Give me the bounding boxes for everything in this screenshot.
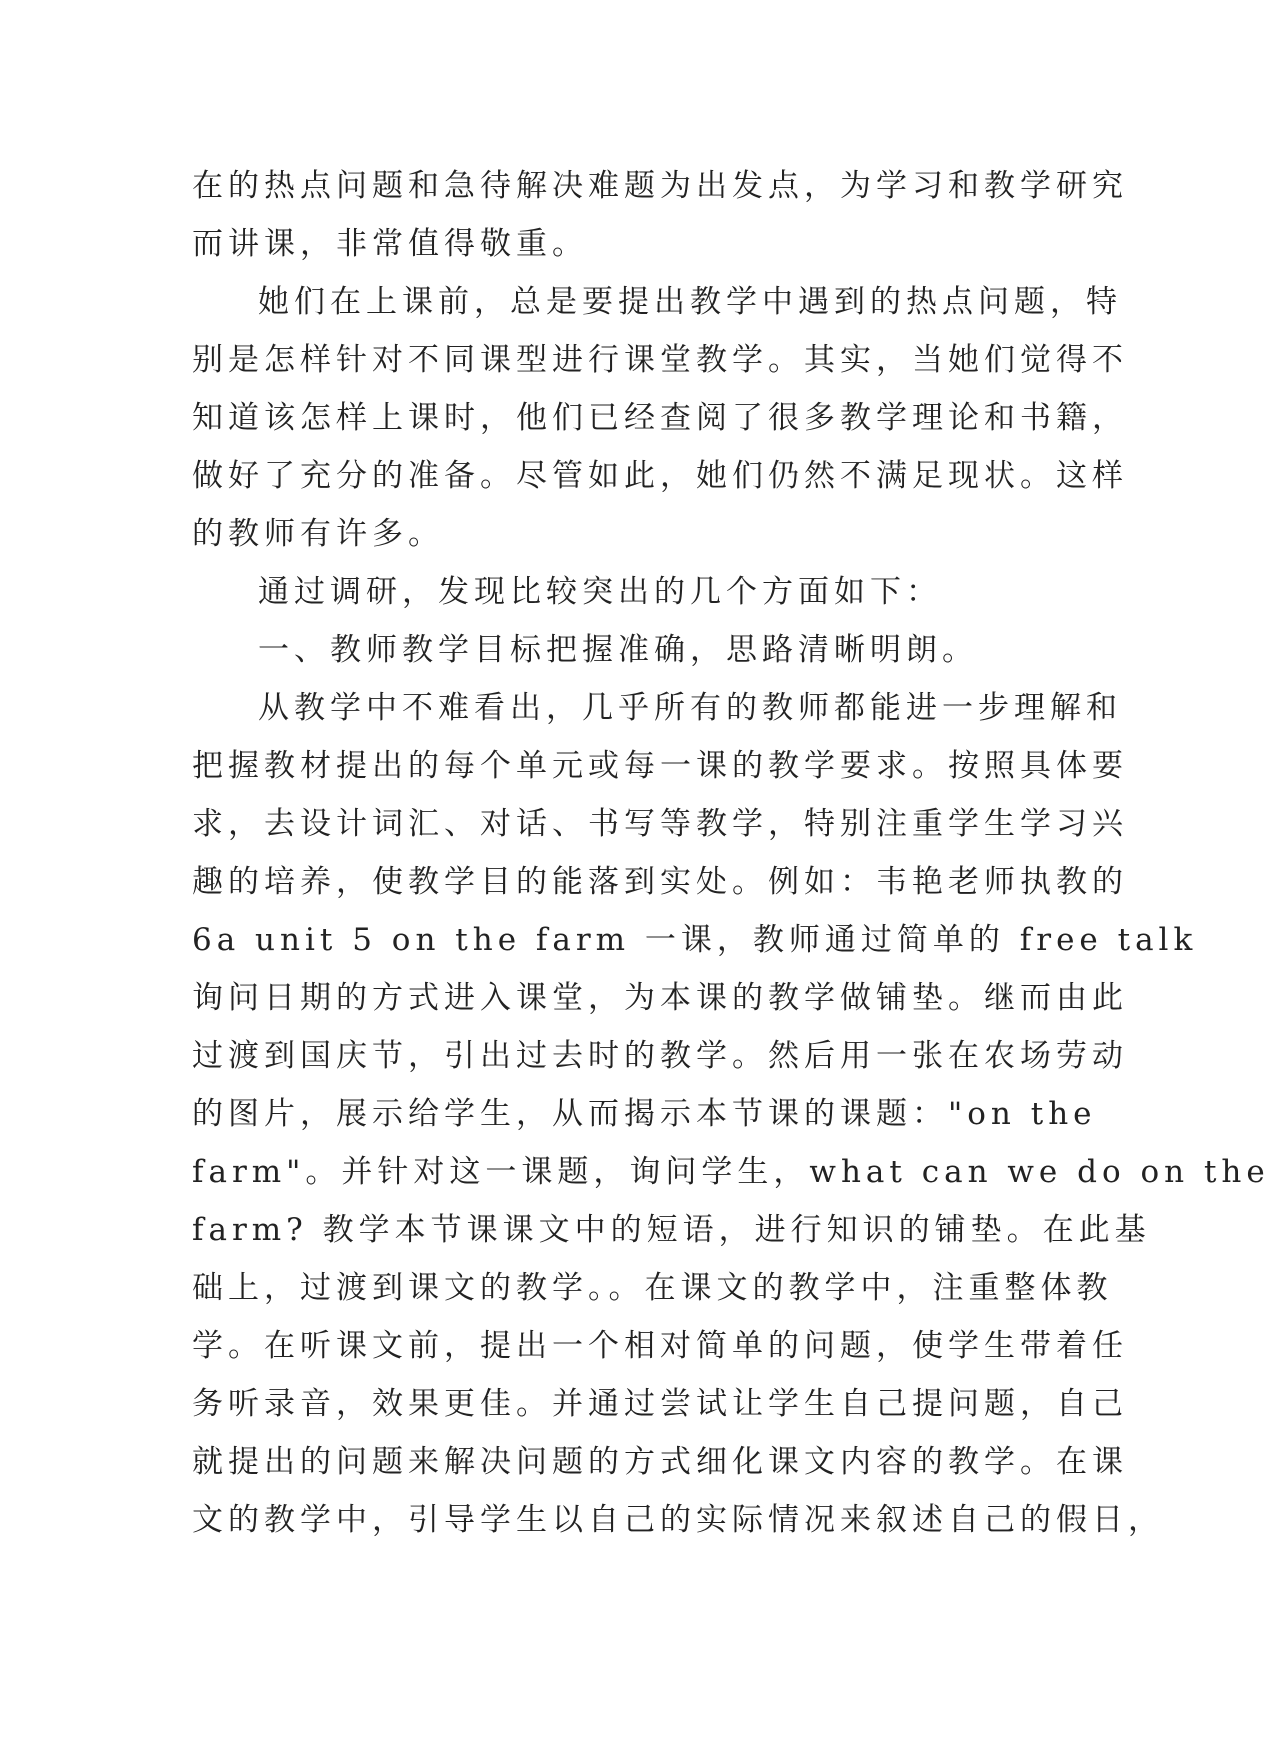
text-line: 她们在上课前，总是要提出教学中遇到的热点问题，特 (258, 284, 1122, 320)
text-line: 过渡到国庆节，引出过去时的教学。然后用一张在农场劳动 (192, 1038, 1128, 1074)
text-line: 在的热点问题和急待解决难题为出发点，为学习和教学研究 (192, 168, 1128, 204)
text-line: 文的教学中，引导学生以自己的实际情况来叙述自己的假日， (192, 1502, 1164, 1538)
text-line: 通过调研，发现比较突出的几个方面如下： (258, 574, 942, 610)
text-line: 做好了充分的准备。尽管如此，她们仍然不满足现状。这样 (192, 458, 1128, 494)
text-line: 础上，过渡到课文的教学。。在课文的教学中，注重整体教 (192, 1270, 1113, 1306)
text-line: 学。在听课文前，提出一个相对简单的问题，使学生带着任 (192, 1328, 1128, 1364)
text-line: 询问日期的方式进入课堂，为本课的教学做铺垫。继而由此 (192, 980, 1128, 1016)
text-line: 求，去设计词汇、对话、书写等教学，特别注重学生学习兴 (192, 806, 1128, 842)
text-line: 就提出的问题来解决问题的方式细化课文内容的教学。在课 (192, 1444, 1128, 1480)
text-line: 的图片，展示给学生，从而揭示本节课的课题："on the (192, 1096, 1097, 1132)
text-line: 的教师有许多。 (192, 516, 444, 552)
text-line: 知道该怎样上课时，他们已经查阅了很多教学理论和书籍， (192, 400, 1128, 436)
text-line: 从教学中不难看出，几乎所有的教师都能进一步理解和 (258, 690, 1122, 726)
text-line: 6a unit 5 on the farm 一课，教师通过简单的 free talk (192, 922, 1198, 958)
text-line: 而讲课，非常值得敬重。 (192, 226, 588, 262)
text-line: 把握教材提出的每个单元或每一课的教学要求。按照具体要 (192, 748, 1128, 784)
text-line: 一、教师教学目标把握准确，思路清晰明朗。 (258, 632, 978, 668)
text-line: farm? 教学本节课课文中的短语，进行知识的铺垫。在此基 (192, 1212, 1151, 1248)
text-line: farm"。并针对这一课题，询问学生，what can we do on the (192, 1154, 1270, 1190)
text-line: 别是怎样针对不同课型进行课堂教学。其实，当她们觉得不 (192, 342, 1128, 378)
text-line: 务听录音，效果更佳。并通过尝试让学生自己提问题，自己 (192, 1386, 1128, 1422)
text-line: 趣的培养，使教学目的能落到实处。例如：韦艳老师执教的 (192, 864, 1128, 900)
body-text (192, 157, 1270, 1549)
